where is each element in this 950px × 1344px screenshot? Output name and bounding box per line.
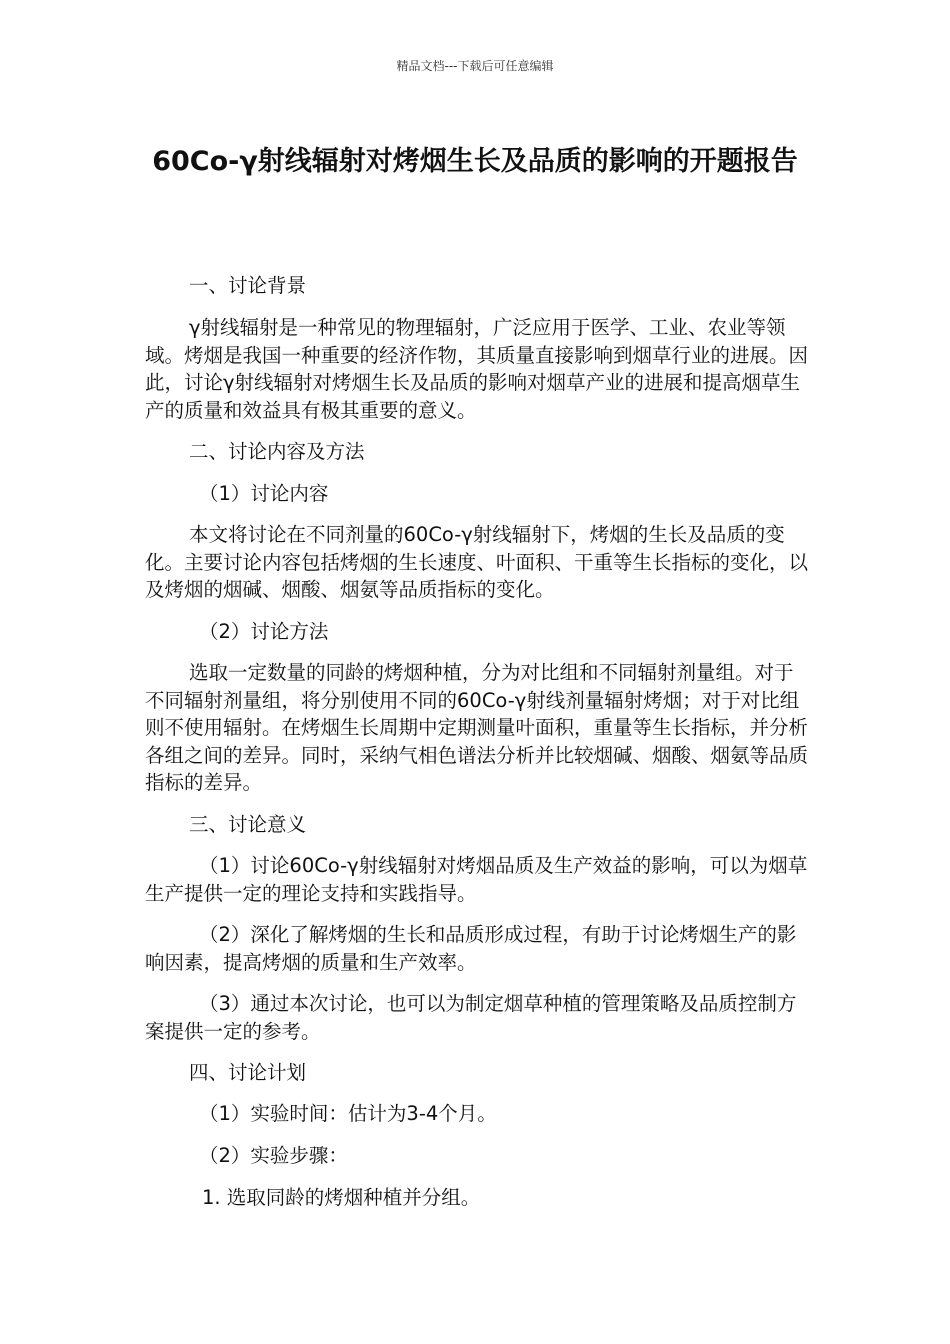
section-heading-plan: 四、讨论计划 [189,1061,307,1084]
section-heading-content-methods: 二、讨论内容及方法 [189,440,365,463]
plan-time: （1）实验时间：估计为3-4个月。 [199,1102,497,1125]
document-title: 60Co-γ射线辐射对烤烟生长及品质的影响的开题报告 [152,146,798,177]
paragraph-significance-2: （2）深化了解烤烟的生长和品质形成过程，有助于讨论烤烟生产的影响因素，提高烤烟的质量和生产效率。 [145,923,797,974]
subheading-content: （1）讨论内容 [199,482,329,505]
paragraph-significance-1: （1）讨论60Co-γ射线辐射对烤烟品质及生产效益的影响，可以为烟草生产提供一定的理论支持和实践指导。 [145,854,808,905]
paragraph-background: γ射线辐射是一种常见的物理辐射，广泛应用于医学、工业、农业等领域。烤烟是我国一种重要的经济作物，其质量直接影响到烟草行业的进展。因此，讨论γ射线辐射对烤烟生长及品质的影响对烟草产业的进展和提高烟草生产的质量和效益具有极其重要的意义。 [145,316,809,422]
subheading-methods: （2）讨论方法 [199,620,329,643]
paragraph-content: 本文将讨论在不同剂量的60Co-γ射线辐射下，烤烟的生长及品质的变化。主要讨论内容包括烤烟的生长速度、叶面积、干重等生长指标的变化，以及烤烟的烟碱、烟酸、烟氨等品质指标的变化。 [145,523,809,601]
paragraph-methods: 选取一定数量的同龄的烤烟种植，分为对比组和不同辐射剂量组。对于不同辐射剂量组，将分别使用不同的60Co-γ射线剂量辐射烤烟；对于对比组则不使用辐射。在烤烟生长周期中定期测量叶面积，重量等生长指标，并分析各组之间的差异。同时，采纳气相色谱法分析并比较烟碱、烟酸、烟氨等品质指标的差异。 [145,661,809,794]
section-heading-significance: 三、讨论意义 [189,813,307,836]
paragraph-significance-3: （3）通过本次讨论，也可以为制定烟草种植的管理策略及品质控制方案提供一定的参考。 [145,992,797,1043]
plan-step-1: 1. 选取同龄的烤烟种植并分组。 [202,1186,481,1209]
page-header: 精品文档---下载后可任意编辑 [396,59,554,73]
section-heading-background: 一、讨论背景 [189,274,307,297]
plan-steps: （2）实验步骤： [199,1144,348,1167]
